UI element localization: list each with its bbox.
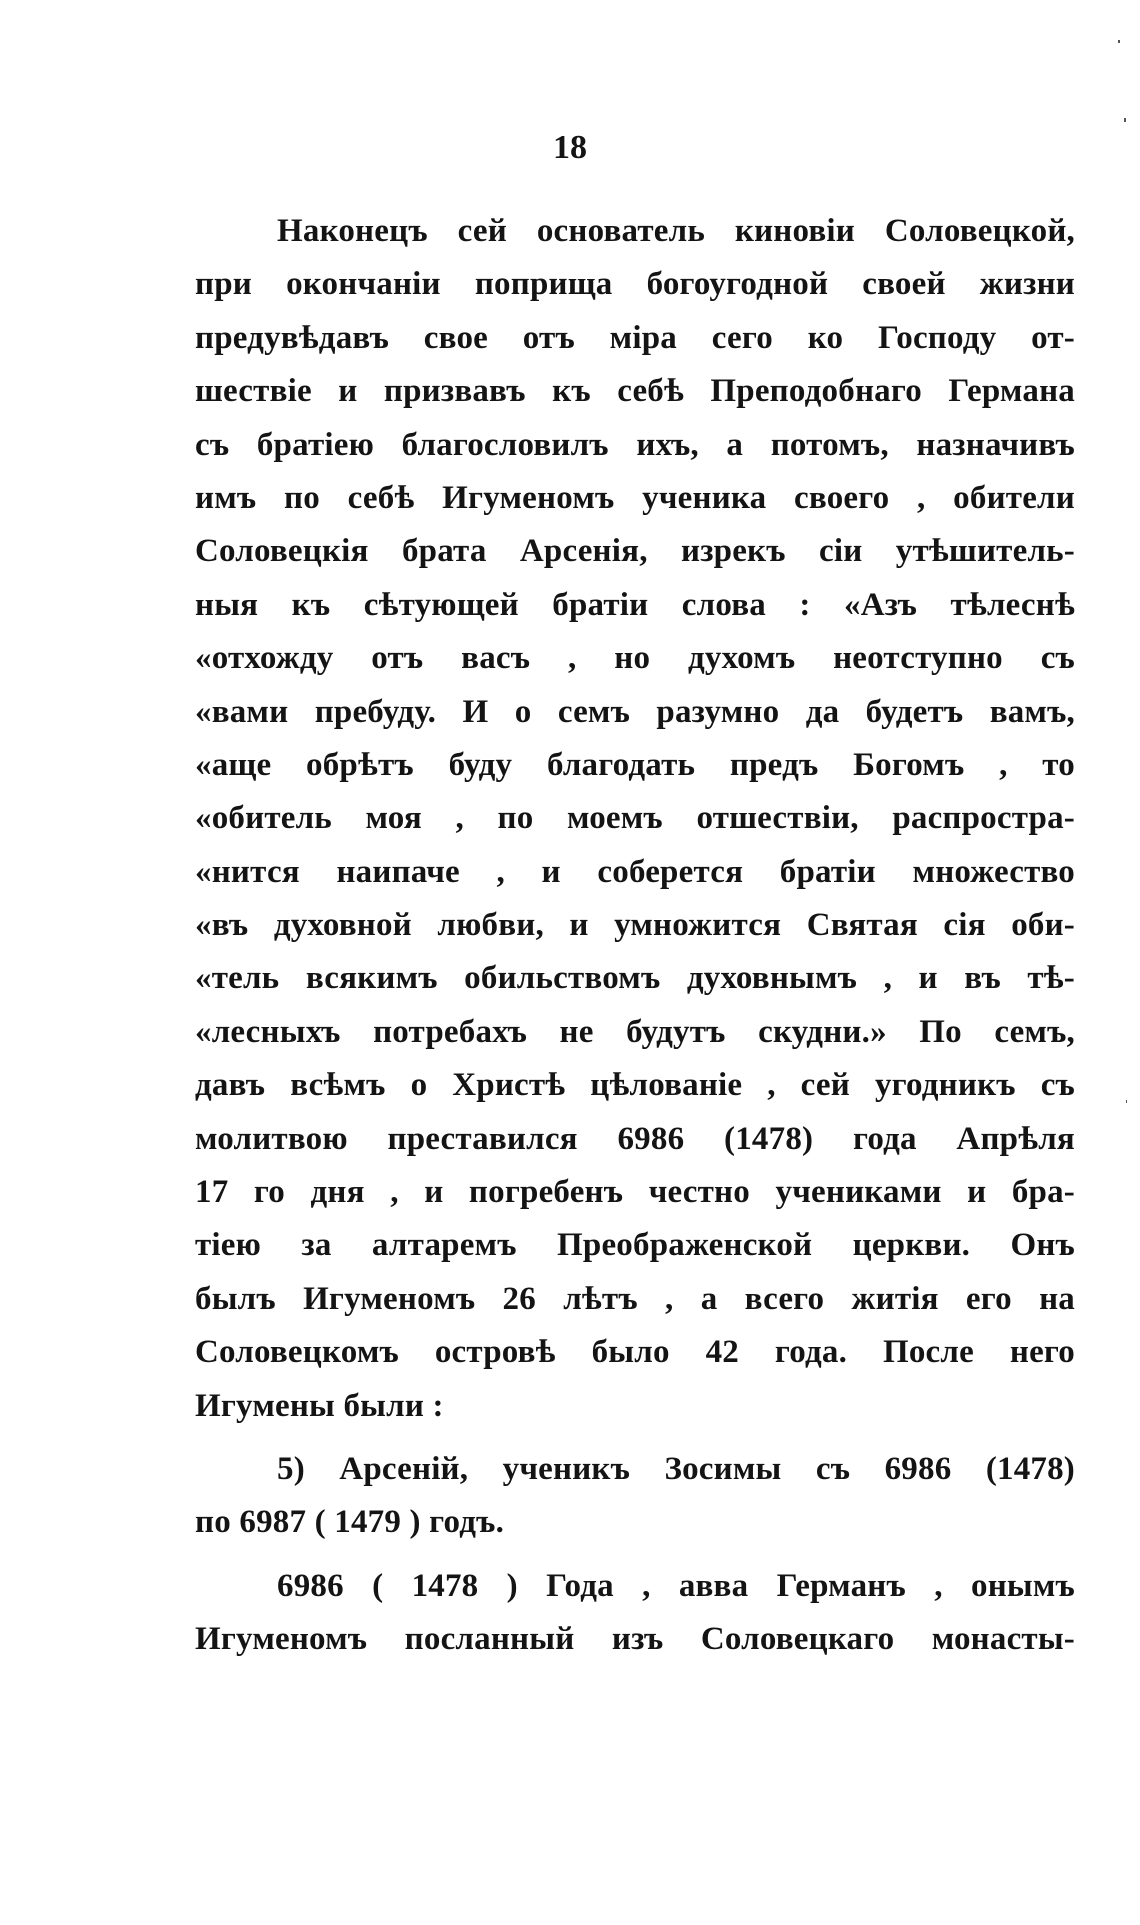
paragraph-1 — [195, 205, 1075, 1433]
text-line: «аще обрѣтъ буду благодать предъ Богомъ , то — [195, 746, 1075, 783]
paragraph-gap — [195, 1550, 1075, 1560]
text-line: Соловецкомъ островѣ было 42 года. После него — [195, 1334, 1075, 1371]
text-line: предувѣдавъ свое отъ міра сего ко Господу от- — [195, 319, 1075, 356]
text-line: имъ по себѣ Игуменомъ ученика своего , обители — [195, 479, 1075, 516]
text-line: по 6987 ( 1479 ) годъ. — [195, 1504, 505, 1541]
text-line: 5) Арсеній, ученикъ Зосимы съ 6986 (1478) — [277, 1450, 1075, 1487]
body-text — [195, 205, 1075, 1667]
text-line: тіею за алтаремъ Преображенской церкви. Онъ — [195, 1227, 1075, 1264]
text-line: Соловецкія брата Арсенія, изрекъ сіи утѣшитель- — [195, 533, 1075, 570]
scan-edge-mark — [1124, 118, 1126, 122]
paragraph-gap — [195, 1433, 1075, 1443]
text-line: при окончаніи поприща богоугодной своей жизни — [195, 266, 1075, 303]
text-line: «отхожду отъ васъ , но духомъ неотступно съ — [195, 640, 1075, 677]
text-line: былъ Игуменомъ 26 лѣтъ , а всего житія его на — [195, 1280, 1075, 1317]
text-line: «въ духовной любви, и умножится Святая сія оби- — [195, 907, 1075, 944]
paragraph-2 — [195, 1443, 1075, 1550]
scan-edge-mark — [1126, 1100, 1127, 1103]
text-line: 17 го дня , и погребенъ честно учениками и бра- — [195, 1174, 1075, 1211]
text-line: «лесныхъ потребахъ не будутъ скудни.» По семъ, — [195, 1013, 1075, 1050]
text-line: Игумены были : — [195, 1387, 444, 1424]
text-line: давъ всѣмъ о Христѣ цѣлованіе , сей угодникъ съ — [195, 1067, 1075, 1104]
page-number: 18 — [553, 129, 587, 166]
text-line: «тель всякимъ обильствомъ духовнымъ , и въ тѣ- — [195, 960, 1075, 997]
scan-edge-mark — [1118, 40, 1120, 43]
text-line: «обитель моя , по моемъ отшествіи, распростра- — [195, 800, 1075, 837]
text-line: шествіе и призвавъ къ себѣ Преподобнаго Германа — [195, 373, 1075, 410]
text-line: съ братіею благословилъ ихъ, а потомъ, назначивъ — [195, 426, 1075, 463]
text-line: Игуменомъ посланный изъ Соловецкаго монасты- — [195, 1621, 1075, 1658]
text-line: «нится наипаче , и соберется братіи множество — [195, 853, 1075, 890]
text-line: ныя къ сѣтующей братіи слова : «Азъ тѣлеснѣ — [195, 586, 1075, 623]
paragraph-3 — [195, 1560, 1075, 1667]
text-line: Наконецъ сей основатель киновіи Соловецкой, — [277, 213, 1075, 249]
text-line: 6986 ( 1478 ) Года , авва Германъ , онымъ — [277, 1567, 1075, 1604]
text-line: молитвою преставился 6986 (1478) года Апрѣля — [195, 1120, 1075, 1157]
text-line: «вами пребуду. И о семъ разумно да будетъ вамъ, — [195, 693, 1075, 730]
